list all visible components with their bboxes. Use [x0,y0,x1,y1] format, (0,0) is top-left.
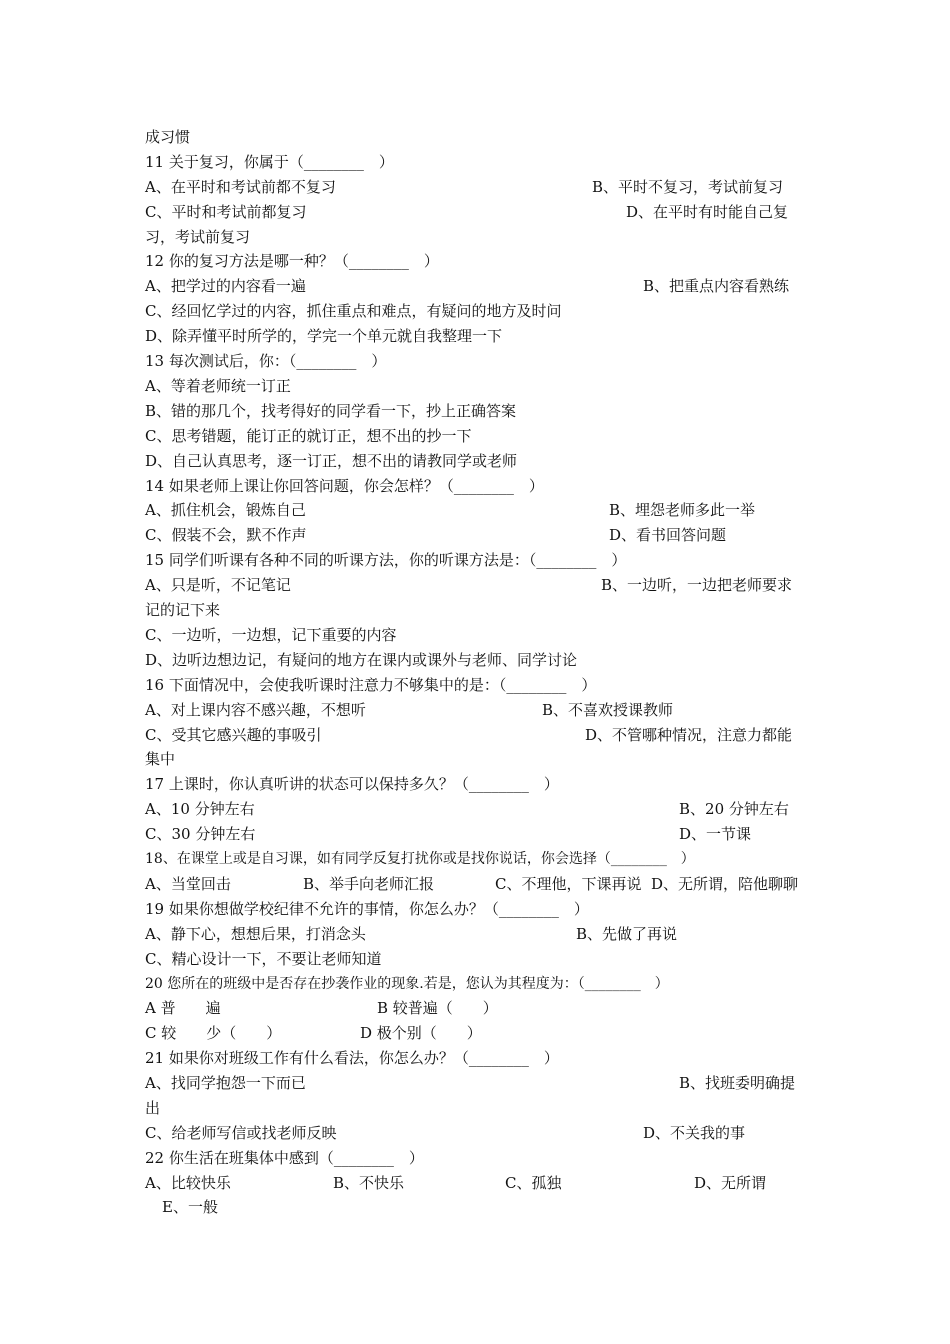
question-20: 20 您所在的班级中是否存在抄袭作业的现象.若是，您认为其程度为：（________ ） [145,976,669,992]
option-line: A、比较快乐 [145,1174,231,1192]
option-line: A 普 遍 [145,999,221,1017]
text-line: 成习惯 [145,128,191,146]
option-line: D、看书回答问题 [609,526,727,544]
option-line: 记的记下来 [145,601,221,619]
option-line: D、自己认真思考，逐一订正，想不出的请教同学或老师 [145,452,518,470]
option-line: D、不关我的事 [643,1124,746,1142]
option-line: 集中 [145,750,176,768]
option-line: C、不理他，下课再说 [495,875,642,893]
option-line: D、一节课 [679,825,752,843]
question-16: 16 下面情况中，会使我听课时注意力不够集中的是：（________ ） [145,676,597,694]
question-14: 14 如果老师上课让你回答问题，你会怎样？（________ ） [145,477,544,495]
option-line: A、把学过的内容看一遍 [145,277,306,295]
option-line: C、精心设计一下，不要让老师知道 [145,950,382,968]
option-line: A、在平时和考试前都不复习 [145,178,336,196]
option-line: D、在平时有时能自己复 [626,203,789,221]
question-21: 21 如果你对班级工作有什么看法，你怎么办？（________ ） [145,1049,559,1067]
option-line: C、思考错题，能订正的就订正，想不出的抄一下 [145,427,472,445]
option-line: B、举手向老师汇报 [303,875,435,893]
question-19: 19 如果你想做学校纪律不允许的事情，你怎么办？（________ ） [145,900,589,918]
question-22: 22 你生活在班集体中感到（________ ） [145,1149,424,1167]
option-line: A、找同学抱怨一下而已 [145,1074,306,1092]
option-line: B、一边听，一边把老师要求 [601,576,793,594]
option-line: B、20 分钟左右 [679,800,789,818]
option-line: C、平时和考试前都复习 [145,203,307,221]
option-line: B 较普遍（ ） [377,999,498,1017]
option-line: B、错的那几个，找考得好的同学看一下，抄上正确答案 [145,402,517,420]
option-line: 习，考试前复习 [145,228,251,246]
option-line: C、一边听，一边想，记下重要的内容 [145,626,397,644]
option-line: C、给老师写信或找老师反映 [145,1124,337,1142]
option-line: D 极个别（ ） [360,1024,482,1042]
option-line: A、当堂回击 [145,875,231,893]
option-line: C、孤独 [505,1174,562,1192]
option-line: A、静下心，想想后果，打消念头 [145,925,366,943]
option-line: B、不喜欢授课教师 [542,701,674,719]
option-line: C、经回忆学过的内容，抓住重点和难点，有疑问的地方及时问 [145,302,562,320]
option-line: B、不快乐 [333,1174,405,1192]
question-12: 12 你的复习方法是哪一种？（________ ） [145,252,439,270]
option-line: E、一般 [162,1198,218,1216]
question-11: 11 关于复习，你属于（________ ） [145,153,394,171]
option-line: A、10 分钟左右 [145,800,255,818]
option-line: C、30 分钟左右 [145,825,256,843]
option-line: D、边听边想边记，有疑问的地方在课内或课外与老师、同学讨论 [145,651,578,669]
option-line: B、把重点内容看熟练 [643,277,790,295]
option-line: A、只是听，不记笔记 [145,576,291,594]
question-13: 13 每次测试后，你：（________ ） [145,352,387,370]
option-line: C 较 少（ ） [145,1024,282,1042]
option-line: D、无所谓，陪他聊聊 [651,875,799,893]
option-line: B、找班委明确提 [679,1074,796,1092]
option-line: B、平时不复习，考试前复习 [592,178,784,196]
option-line: B、先做了再说 [576,925,678,943]
option-line: D、无所谓 [694,1174,767,1192]
question-17: 17 上课时，你认真听讲的状态可以保持多久？（________ ） [145,775,559,793]
option-line: A、对上课内容不感兴趣，不想听 [145,701,366,719]
option-line: B、埋怨老师多此一举 [609,501,756,519]
question-15: 15 同学们听课有各种不同的听课方法，你的听课方法是：（________ ） [145,551,627,569]
option-line: D、除弄懂平时所学的，学完一个单元就自我整理一下 [145,327,503,345]
question-18: 18、在课堂上或是自习课，如有同学反复打扰你或是找你说话，你会选择（________ ） [145,851,695,867]
option-line: C、假装不会，默不作声 [145,526,307,544]
option-line: A、等着老师统一订正 [145,377,291,395]
option-line: C、受其它感兴趣的事吸引 [145,726,322,744]
option-line: 出 [145,1099,161,1117]
option-line: A、抓住机会，锻炼自己 [145,501,306,519]
option-line: D、不管哪种情况，注意力都能 [585,726,793,744]
